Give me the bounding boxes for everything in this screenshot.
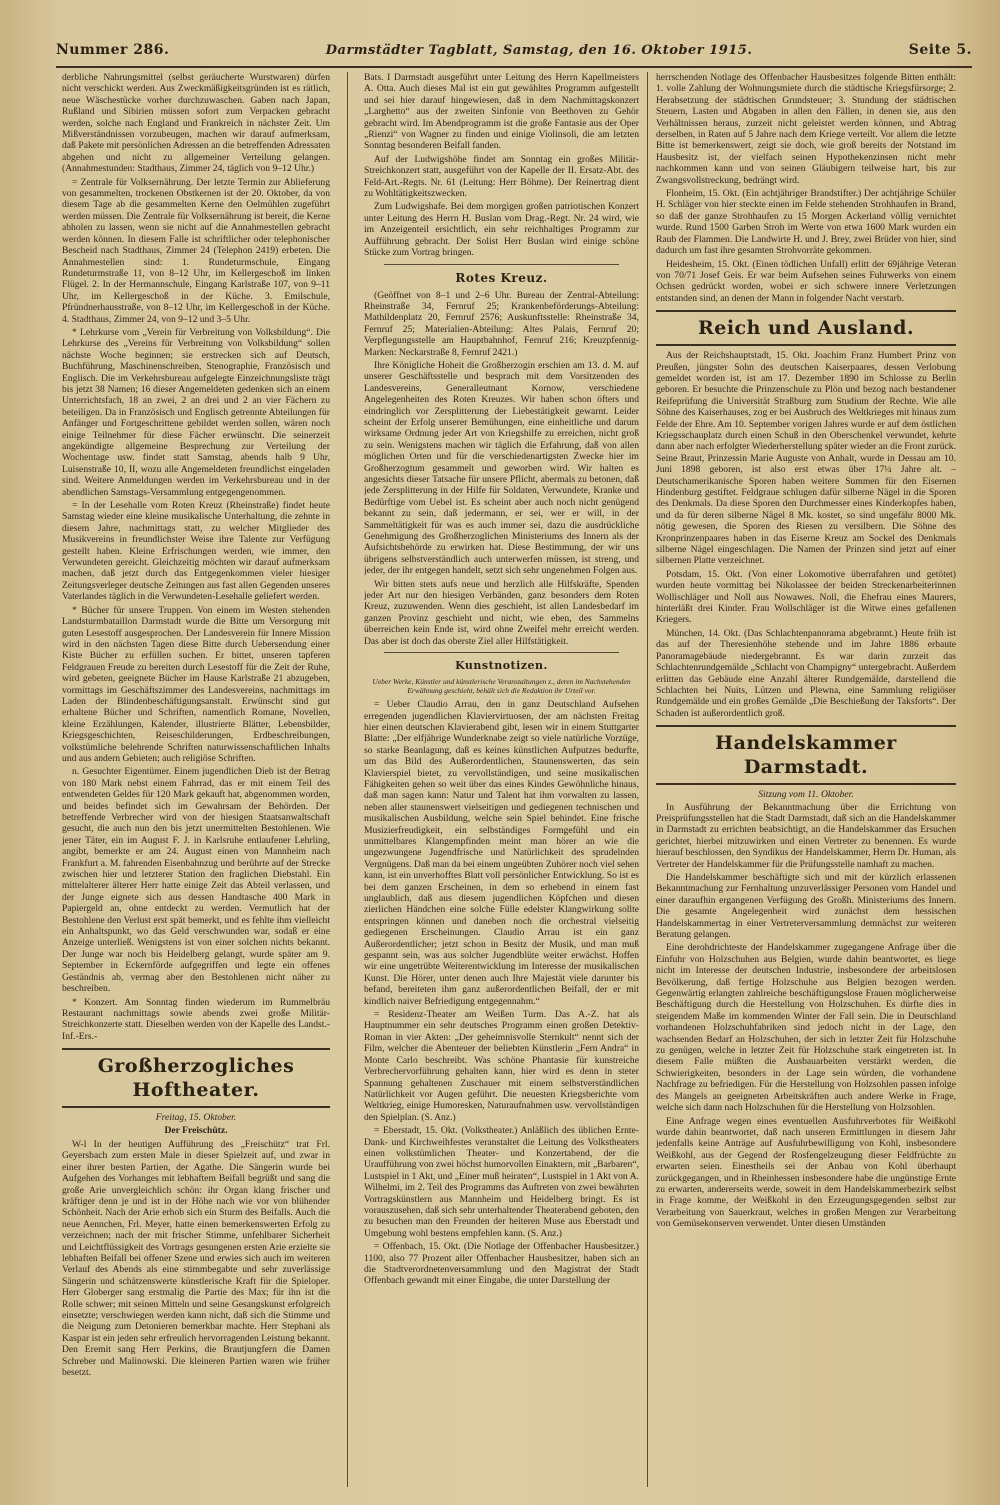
divider <box>384 652 619 653</box>
article-paragraph: Aus der Reichshauptstadt, 15. Okt. Joachim Franz Humbert Prinz von Preußen, jüngster Sohn des deutschen Kaiserpaares, dessen Verlobung gemeldet worden ist, ist am 17. Dezember 1890 im Schlosse zu Berlin geboren. Er besuchte die Prinzenschule zu Plön und bezog nach bestandener Reifeprüfung die Universität Straßburg zum Studium der Rechte. Wie alle Söhne des Kaiserhauses, zog er bei Ausbruch des Weltkrieges mit hinaus zum Felde der Ehre. Am 10. September vorigen Jahres wurde er auf dem östlichen Kriegsschauplatz durch einen Schuß in den Oberschenkel verwundet, kehrte dann aber nach erfolgter Wiederherstellung später wieder an die Front zurück. Seine Braut, Prinzessin Marie Auguste von Anhalt, wurde in Dessau am 10. Juni 1898 geboren, ist also erst etwas über 17¼ Jahre alt. – Deutschamerikanische Sporen haben weitere Summen für den Eisernen Hindenburg gestiftet. Feldgraue schlugen dafür silberne Nägel in die Sporen des Denkmals. Da diese Sporen den Durchmesser eines Kinderkopfes haben, und da für deren silberne Nägel 8 Mk. kostet, so sind ungefähr 8000 Mk. nötig gewesen, die Sporen des Riesen zu versilbern. Die Söhne des Kronprinzenpaares haben in das Eiserne Kreuz am Sockel des Denkmals silberne Nägel eingeschlagen. Die Namen der Prinzen sind jetzt auf einer silbernen Platte verzeichnet. <box>656 350 956 567</box>
session-date: Sitzung vom 11. Oktober. <box>758 789 854 801</box>
article-paragraph: Die Handelskammer beschäftigte sich und mit der kürzlich erlassenen Bekanntmachung zur Fernhaltung unzuverlässiger Personen vom Handel und einer daraufhin ergangenen Verfügung des Großh. Ministeriums des Innern. Die gesamte Angelegenheit wird zunächst dem hessischen Handelskammertag in einer Vertreterversammlung demnächst zur weiteren Beratung gelangen. <box>656 871 956 940</box>
article-paragraph: Wir bitten stets aufs neue und herzlich alle Hilfskräfte, Spenden jeder Art nur den hiesigen Verbänden, ganz besonders dem Roten Kreuz, zuzuwenden. Wenn dies geschieht, ist allen Landesbedarf im ganzen Provinz geschieht und nicht, wie eben, des Sammelns überreichen kein Ende ist, wird ohne Zweifel mehr erreicht werden. Das aber ist doch das oberste Ziel aller Hilfstätigkeit. <box>364 578 639 647</box>
article-paragraph: n. Gesuchter Eigentümer. Einem jugendlichen Dieb ist der Betrag von 180 Mark nebst einem Fahrrad, das er mit einem Teil des entwendeten Geldes für 120 Mark gekauft hat, abgenommen worden, und beides befindet sich im Gewahrsam der Behörden. Der betreffende Verbrecher wird von der hiesigen Staatsanwaltschaft gesucht, die auch nun den bis jetzt unermittelten Bestohlenen. Wie jener Täter, ein im August F. J. in Karlsruhe entlaufener Lehrling, angibt, bemerkte er am 24. August einen von Mannheim nach Frankfurt a. M. fahrenden Eisenbahnzug und berührte auf der Strecke zwischen hier und letzterer Station den fraglichen Diebstahl. Ein mittelalterer älterer Herr hatte einige Zeit das Abteil verlassen, und der Junge eignete sich aus dessen Handtasche 400 Mark in Papiergeld an, ohne entdeckt zu werden. Vermutlich hat der Bestohlene den Verlust erst spät bemerkt, und es fehlte ihm vielleicht ein Anhaltspunkt, wo das Geld verschwunden war, sodaß er eine Anzeige unterließ. Wenigstens ist von einer solchen nichts bekannt. Der Junge war noch bis Heidelberg gelangt, wurde später am 9. September in Eckernförde aufgegriffen und legte ein offenes Geständnis ab, vermag aber den Bestohlenen nicht näher zu beschreiben. <box>62 766 330 995</box>
article-paragraph: Auf der Ludwigshöhe findet am Sonntag ein großes Militär-Streichkonzert statt, ausgeführt von der Kapelle der II. Ersatz-Abt. des Feld-Art.-Regts. Nr. 61 (Leitung: Herr Böhme). Der Reinertrag dient zu Wohltätigkeitszwecken. <box>364 153 639 200</box>
theater-date: Freitag, 15. Oktober. <box>155 1112 237 1124</box>
article-paragraph: München, 14. Okt. (Das Schlachtenpanorama abgebrannt.) Heute früh ist das auf der Theresienhöhe stehende und im Jahre 1886 erbaute Panoramagebäude niedergebrannt. Es war darin zurzeit das Schlachtenrundgemälde „Schlacht von Champigny“ untergebracht. Außerdem erlitten das Gebäude eine Anzahl älterer Rundgemälde, darstellend die Schlachten bei Nuits, Lützen und Plewna, eine Sammlung religiöser Rundgemälde und ein großes Gemälde „Die Beschießung der Taksforts“. Der Schaden ist außerordentlich groß. <box>656 627 956 719</box>
article-paragraph: (Geöffnet von 8–1 und 2–6 Uhr. Bureau der Zentral-Abteilung: Rheinstraße 34, Fernruf 25; Krankenbeförderungs-Abteilung: Mathildenplatz 20, Fernruf 2576; Auskunftsstelle: Rheinstraße 34, Fernruf 25; Materialien-Abteilung: Altes Palais, Fernruf 20; Verpflegungsstelle am Hauptbahnhof, Fernruf 216; Kreuzpfennig-Marken: Neckarstraße 8, Fernruf 2421.) <box>364 289 639 358</box>
article-paragraph: derbliche Nahrungsmittel (selbst geräucherte Wurstwaren) dürfen nicht verschickt werden. Aus Zweckmäßigkeitsgründen ist es rätlich, neue Wäschestücke vorher durchzuwaschen. Gaben nach Japan, Rußland und Sibirien müssen sofort zum Verpacken gebracht werden, solche nach England und Frankreich in nächster Zeit. Um Mißverständnissen vorzubeugen, machen wir darauf aufmerksam, daß Pakete mit persönlichen Adressen an die betreffenden Adressaten abgehen und nicht zu allgemeiner Verteilung gelangen. (Annahmestunden: Stadthaus, Zimmer 24, täglich von 9–12 Uhr.) <box>62 72 330 175</box>
page-number: Seite 5. <box>908 42 972 58</box>
article-paragraph: = Residenz-Theater am Weißen Turm. Das A.-Z. hat als Hauptnummer ein sehr deutsches Programm einen großen Detektiv-Roman in vier Akten: „Der geheimnisvolle Sternkult“ nennt sich der Film, welcher die Abenteuer der beliebten Künstlerin „Fern Andra“ in Monte Carlo beschreibt. Was schöne Phantasie für kunstreiche Verbrechervorführung gehalten kann, hier wird es denn in steter Spannung gehaltenen Zuschauer mit einem selbstverständlichen Natürlichkeit vor Augen geführt. Die neuesten Kriegsberichte vom Weltkrieg, einige Humoresken, Naturaufnahmen usw. vervollständigen den Spielplan. (S. Anz.) <box>364 1009 639 1123</box>
article-paragraph: Eine derohdrichteste der Handelskammer zugegangene Anfrage über die Einfuhr von Holzschuhen aus Belgien, wurde dahin beantwortet, es liege nicht im Interesse der deutschen Industrie, insbesondere der arbeitslosen Bevölkerung, daß fertige Holzschuhe aus Belgien bezogen werden. Gegenwärtig erlangten zahlreiche beschäftigungslose Frauen möglicherweise Beschäftigung durch die Herstellung von Holzschuhen. Es dürfte dies in steigendem Maße im kommenden Winter der Fall sein. Die in Deutschland vorhandenen Holzschuhfabriken sind jedoch nicht in der Lage, den wachsenden Bedarf an Holzschuhen, der sich in letzter Zeit für Holzschuhe zu genügen, welche in letzter Zeit für Holzschuhe stark eingetreten ist. In diesem Falle müßten die Ausbauarbeiten verstärkt werden, die Schwierigkeiten, besonders in der Lage sein würden, die vorhandene Nachfrage zu befriedigen. Für die Herstellung von Holzsohlen passen infolge des Mangels an geeigneten Arbeitskräften auch andere Werke in Frage, welche sich dann nach Holzschuhen für die Herstellung von Holzsohlen. <box>656 942 956 1114</box>
section-heading-hoftheater: Großherzogliches Hoftheater. <box>62 1048 330 1108</box>
divider <box>384 264 619 265</box>
article-paragraph: In Ausführung der Bekanntmachung über die Errichtung von Preisprüfungsstellen hat die Stadt Darmstadt, daß sich an die Handelskammer in Darmstadt zu errichten beabsichtigt, an die Handelskammer das Ersuchen gerichtet, hierbei mitzuwirken und einen Vertreter zu benennen. Es wurde hierauf beschlossen, den Syndikus der Handelskammer, Herrn Dr. Human, als Vertreter der Handelskammer für die Prüfungsstelle namhaft zu machen. <box>656 801 956 870</box>
article-paragraph: = In der Lesehalle vom Roten Kreuz (Rheinstraße) findet heute Samstag wieder eine kleine musikalische Unterhaltung, die zehnte in diesem Jahre, nachmittags statt, zu welcher Mitglieder des Musikvereins in freundlichster Weise ihre Talente zur Verfügung gestellt haben. Kleine Erfrischungen werden, wie immer, den Verwundeten gereicht. Gleichzeitig möchten wir darauf aufmerksam machen, daß jetzt durch das Entgegenkommen vieler hiesiger Zeitungsverleger deutsche Zeitungen aus fast allen Gegenden unseres Vaterlandes täglich in die Verwundeten-Lesehalle geliefert werden. <box>62 500 330 603</box>
page-header <box>56 42 972 66</box>
article-paragraph: Potsdam, 15. Okt. (Von einer Lokomotive überrafahren und getötet) wurden heute vormittag bei Nikolassee der beiden Streckenarbeiterinnen Wollischläger und Noll aus Nowawes. Noll, die Ehefrau eines Maurers, hinterläßt drei Kinder. Frau Wollschläger ist die Witwe eines gefallenen Kriegers. <box>656 568 956 626</box>
issue-number: Nummer 286. <box>56 42 170 58</box>
article-paragraph: Eine Anfrage wegen eines eventuellen Ausfuhrverbotes für Weißkohl wurde dahin beantwortet, daß nach unseren Ermittlungen in diesem Jahr jedenfalls keine Anträge auf Ausfuhrbewilligung von Kohl, insbesondere Weißkohl, aus der Gegend der Rosfengelzeugung dieser Feldfrüchte zu erwarten seien. Einestheils sei der Anbau von Kohl überhaupt zurückgegangen, und in Rheinhessen insbesondere habe die ungünstige Ernte zu erwarten, andererseits werde, soweit in dem Handelskammerbezirk selbst in Frage komme, der Weißkohl in den Erzeugungsgegenden selbst zur Verarbeitung von Sauerkraut, welches in großen Mengen zur Verarbeitung von Gemüsekonserven verwendet. Unter diesen Umständen <box>656 1115 956 1230</box>
article-paragraph: W-l In der heutigen Aufführung des „Freischütz“ trat Frl. Geyersbach zum ersten Male in dieser Spielzeit auf, und zwar in einer ihrer besten Partien, der Agathe. Die Sängerin wurde bei Aufgehen des Vorhanges mit lebhaftem Beifall begrüßt und sang die große Arie unvergleichlich schön: ihr Organ klang frischer und kräftiger denn je und ist in der Höhe nach wie vor von blühender Schönheit. Nach der Arie erhob sich ein Sturm des Beifalls. Auch die neue Aennchen, Frl. Meyer, hatte einen bemerkenswerten Erfolg zu verzeichnen; nach der mit frischer Stimme, unfehlbarer Sicherheit und Leichtflüssigkeit des Vortrags gesungenen ersten Arie erzielte sie lebhaften Beifall bei offener Szene und erwies sich auch im weiteren Verlauf des Abends als eine stimmbegabte und sehr zuverlässige Sängerin und schätzenswerte künstlerische Kraft für die Spieloper. Herr Globerger sang erstmalig die Partie des Max; für ihn ist die Rolle schwer; mit seinen Mitteln und seine Gesangskunst erfolgreich einsetzte; verschwiegen werden kann nicht, daß sich die Stimme und die Neigung zum Detonieren bemerkbar machte. Herr Stephani als Kaspar ist ein jeden sehr erfreulich hervorragenden Leistung bekannt. Den Eremit sang Herr Perkins, die Brautjungfern die Damen Schreber und Malinowski. Die kleineren Partien waren wie früher besetzt. <box>62 1138 330 1379</box>
article-paragraph: herrschenden Notlage des Offenbacher Hausbesitzes folgende Bitten enthält: 1. volle Zahlung der Wohnungsmiete durch die städtische Kriegsfürsorge; 2. Herabsetzung der städtischen Grundsteuer; 3. Stundung der städtischen Steuern, Lasten und Abgaben in allen den Fällen, in denen sie, aus den Verhältnissen heraus, zurzeit nicht geleistet werden können, und Abtrag derselben, in Raten auf 5 Jahre nach dem Kriege verteilt. Vor allem die letzte Bitte ist bemerkenswert, zeigt sie doch, wie groß bereits der Notstand im Hausbesitz ist, der vielfach seinen Hypothekenzinsen nicht mehr nachkommen kann und von seinen Gläubigern teilweise hart, bis zur Zwangsvollstreckung, bedrängt wird. <box>656 72 956 186</box>
article-paragraph: * Lehrkurse vom „Verein für Verbreitung von Volksbildung“. Die Lehrkurse des „Vereins für Verbreitung von Volksbildung“ sollen nächste Woche beginnen; sie erstrecken sich auf Deutsch, Buchführung, Maschinenschreiben, Stenographie, Französisch und Englisch. Die im Verkehrsbureau aufgelegte Einzeichnungsliste trägt bis jetzt 38 Namen; 16 dieser Angemeldeten gedenken sich an einem Unterrichtsfach, 18 an zwei, 2 an drei und 2 an vier Fächern zu beteiligen. Da in Französisch und Englisch getrennte Abteilungen für Anfänger und Fortgeschrittene gebildet werden sollen, wären noch einige Teilnehmer für diese Fächer erwünscht. Die seinerzeit angekündigte allgemeine Besprechung zur Verteilung der Wochentage usw. findet statt Samstag, abends halb 9 Uhr, Luisenstraße 10, II, wozu alle Angemeldeten freundlichst eingeladen sind. Weitere Anmeldungen werden im Verkehrsbureau und in der abendlichen Samstags-Versammlung entgegengenommen. <box>62 326 330 498</box>
article-paragraph: Ihre Königliche Hoheit die Großherzogin erschien am 13. d. M. auf unserer Geschäftsstelle und besprach mit dem Vorsitzenden des Landesvereins, Generalleutnant Kornow, verschiedene Angelegenheiten des Roten Kreuzes. Wir haben schon öfters und eindringlich vor Zersplitterung der Liebestätigkeit gewarnt. Leider scheint der Erfolg unserer Bemühungen, eine einheitliche und darum wirksame Ordnung jeder Art von Kriegshilfe zu erreichen, nicht groß zu sein. Wenigstens machen wir täglich die Erfahrung, daß von allen möglichen Orten und für die verschiedenartigsten Zwecke hier im Großherzogtum gesammelt und geworben wird. Wir halten es angesichts dieser Tatsache für unsere Pflicht, abermals zu betonen, daß jede Zersplitterung in der Hilfe für Soldaten, Verwundete, Kranke und Bedürftige vom Uebel ist. Es scheint aber auch noch nicht genügend bekannt zu sein, daß jedermann, er sei, wer er will, in der Sammeltätigkeit für was es auch immer sei, dazu die ausdrückliche Genehmigung des Großherzoglichen Ministeriums des Innern als der Aufsichtsbehörde zu erwirken hat. Diese Bestimmung, der wir uns übrigens selbstverständlich auch unterwerfen müssen, ist streng, und jeder, der ihr entgegen handelt, setzt sich sehr ungenehmen Folgen aus. <box>364 359 639 577</box>
article-paragraph: Bats. I Darmstadt ausgeführt unter Leitung des Herrn Kapellmeisters A. Otta. Auch dieses Mal ist ein gut gewähltes Programm aufgestellt und sei hier darauf hingewiesen, daß in dem Nachmittagskonzert „Larghetto“ aus der zweiten Sinfonie von Beethoven zu Gehör gebracht wird. Im Abendprogramm ist die große Fantasie aus der Oper „Rienzi“ von Wagner zu finden und einige Violinsoli, die am letzten Sonntag besonderen Beifall fanden. <box>364 72 639 152</box>
column-divider <box>647 72 648 1487</box>
article-paragraph: = Zentrale für Volksernährung. Der letzte Termin zur Ablieferung von gesammelten, trockenen Obstkernen ist der 20. Oktober, da von diesem Tage ab die gesammelten Kerne den Oelmühlen zugeführt werden müssen. Die Zentrale für Volksernährung ist bereit, die Kerne abholen zu lassen, wenn sie nicht auf die Annahmestellen gebracht werden können. In diesem Falle ist schriftlicher oder telephonischer Bescheid nach Stadthaus, Zimmer 24 (Telephon 2419) erbeten. Die Annahmestellen sind: 1. Rundeturmschule, Eingang Rundeturmstraße 11, von 8–12 Uhr, im Kellergeschoß im linken Flügel. 2. In der Hermannschule, Eingang Karlstraße 107, von 9–11 Uhr, im Kellergeschoß in der Küche. 3. Emilschule, Pfründnerhausstraße, von 8–12 Uhr, im Kellergeschoß in der Küche. 4. Stadthaus, Zimmer 24, von 9–12 und 3–5 Uhr. <box>62 176 330 325</box>
article-paragraph: = Offenbach, 15. Okt. (Die Notlage der Offenbacher Hausbesitzer.) 1100, also 77 Prozent aller Offenbacher Hausbesitzer, haben sich an die Stadtverordnetenversammlung und den Magistrat der Stadt Offenbach gewandt mit einer Eingabe, die unter Darstellung der <box>364 1241 639 1287</box>
article-paragraph: = Ueber Claudio Arrau, den in ganz Deutschland Aufsehen erregenden jugendlichen Klaviervirtuosen, der am nächsten Freitag hier einen deutschen Klavierabend gibt, lesen wir in einem Stuttgarter Blatte: „Der elfjährige Wunderknabe zeigt so viele natürliche Vorzüge, so starke Beanlagung, daß es keines künstlichen Aufputzes bedurfte, um das Bild des Außerordentlichen, Staunenswerten, das sein Klavierspiel bietet, zu vervollständigen, und seine musikalischen Fähigkeiten gehen so weit über das eines Kindes Gewöhnliche hinaus, daß man sagen kann: Natur und Talent hat ihm vorwalten zu lassen, neben aller staunenswert vielseitigen und gediegenen technischen und musikalischen Ausbildung, welche sein Spiel behindet. Eine frische Musizierfreudigkeit, ein selbständiges Formgefühl und ein unmittelbares Klangempfinden meint man hörer an wie die ungezwungene Jugendfrische und Natürlichkeit des sprudelnden Vergnügens. Daß man da bei einem ungeübten Zuhörer noch viel sehen kann, ist ein unverhofftes Blatt voll persönlicher Entwicklung. So ist es bei dem ganzen Erscheinen, in dem so erhebend in einem fast unglaublich, daß aus diesem jugendlichen Köpfchen und diesen zierlichen Händchen eine solche Fülle edelster Klangwirkung sollte entspringen können und daneben noch die orchestral vielseitig gediegenen Erscheinungen. Claudio Arrau ist ein ganz Außerordentlicher; jetzt schon in Besitz der Musik, und man muß gespannt sein, was aus solcher Jugendblüte weiter erwächst. Hoffen wir eine ungetrübte Weiterentwicklung im Interesse der musikalischen Kunst. Die Hörer, unter denen auch Ihre Majestät viele darunter bis befand, bereiteten ihm ganz außerordentlichen Beifall, der er mit kindlich naiver Befriedigung entgegennahm.“ <box>364 699 639 1007</box>
masthead-date: Darmstädter Tagblatt, Samstag, den 16. Oktober 1915. <box>325 43 753 58</box>
section-heading-kunstnotizen: Kunstnotizen. <box>455 659 548 673</box>
column-right <box>656 72 956 1487</box>
column-middle <box>364 72 639 1487</box>
article-paragraph: Heidesheim, 15. Okt. (Einen tödlichen Unfall) erlitt der 69jährige Veteran von 70/71 Josef Geis. Er war beim Aufsehen seines Fuhrwerks von einem Ochsen gedrückt worden, wobei er sich schwere innere Verletzungen entstanden sind, an denen der Mann in folgender Nacht verstarb. <box>656 258 956 304</box>
article-paragraph: * Konzert. Am Sonntag finden wiederum im Rummelbräu Restaurant nachmittags sowie abends zwei große Militär-Streichkonzerte statt. Dieselben werden von der Kapelle des Landst.-Inf.-Ers.- <box>62 996 330 1042</box>
article-paragraph: = Eberstadt, 15. Okt. (Volkstheater.) Anläßlich des üblichen Ernte-Dank- und Kirchweihfestes veranstaltet die Leitung des Volkstheaters einen volkstümlichen Theater- und Konzertabend, der die Uraufführung von zwei höchst humorvollen Einaktern, mit „Barbaren“, Lustspiel in 1 Akt, und „Einer muß heiraten“, Lustspiel in 1 Akt von A. Wilhelmi, im 2. Teil des Programms das Auftreten von zwei bewährten Vortragskünstlern aus Mannheim und Heidelberg bringt. Es ist vorauszusehen, daß sich sehr unterhaltender Theaterabend geboten, den zu besuchen man den Freunden der heiteren Muse aus Eberstadt und Umgebung wohl bestens empfehlen kann. (S. Anz.) <box>364 1125 639 1239</box>
section-heading-rotes-kreuz: Rotes Kreuz. <box>455 270 548 285</box>
column-divider <box>347 72 348 1487</box>
section-heading-reich-und-ausland: Reich und Ausland. <box>656 310 956 346</box>
column-left <box>62 72 330 1487</box>
header-rule <box>56 66 972 68</box>
editorial-note: Ueber Werke, Künstler und künstlerische Veranstaltungen z., deren im Nachstehenden Erwähnung geschieht, behält sich die Redaktion ihr Urteil vor. <box>372 677 631 696</box>
article-paragraph: Flonheim, 15. Okt. (Ein achtjähriger Brandstifter.) Der achtjährige Schüler H. Schläger von hier steckte einen im Felde stehenden Strohhaufen in Brand, so daß der ganze Strohhaufen zu 15 Morgen Ackerland völlig vernichtet wurde. Rund 1500 Garben Stroh im Werte von etwa 1600 Mark wurden ein Raub der Flammen. Die Landwirte H. und J. Brey, zwei Brüder von hier, sind dadurch um fast ihre gesamten Strohvorräte gekommen. <box>656 188 956 257</box>
section-heading-handelskammer: Handelskammer Darmstadt. <box>656 725 956 785</box>
theater-play-title: Der Freischütz. <box>164 1124 228 1136</box>
article-paragraph: * Bücher für unsere Truppen. Von einem im Westen stehenden Landsturmbataillon Darmstadt wurde die Bitte um Versorgung mit guten Lesestoff ausgesprochen. Der Landesverein für Innere Mission wird in den nächsten Tagen diese Bitte durch Uebersendung einer Kiste Bücher zu erfüllen suchen. Er bittet, unseren tapferen Feldgrauen Freude zu bereiten durch Lesestoff für die Zeit der Ruhe, wird gebeten, geeignete Bücher im Hause Karlstraße 21 abzugeben, vormittags im Geschäftszimmer des Landesvereins, nachmittags im Laden der Blindenbeschäftigungsanstalt. Erwünscht sind gut erhaltene Bücher und Schriften, namentlich Romane, Novellen, kleine Erzählungen, Kalender, illustrierte Blätter, Lebensbilder, Kriegsgeschichten, Reiseschilderungen, Erdbeschreibungen, volkstümliche belehrende Schriften naturwissenschaftlichen Inhalts und aus andern Gebieten; auch religiöse Schriften. <box>62 604 330 764</box>
article-paragraph: Zum Ludwigshafe. Bei dem morgigen großen patriotischen Konzert unter Leitung des Herrn H. Buslan vom Drag.-Regt. Nr. 24 wird, wie im Anzeigenteil ersichtlich, ein sehr reichhaltiges Programm zur Aufführung gebracht. Der Solist Herr Buslan wird einige schöne Stücke zum Vortrag bringen. <box>364 201 639 259</box>
